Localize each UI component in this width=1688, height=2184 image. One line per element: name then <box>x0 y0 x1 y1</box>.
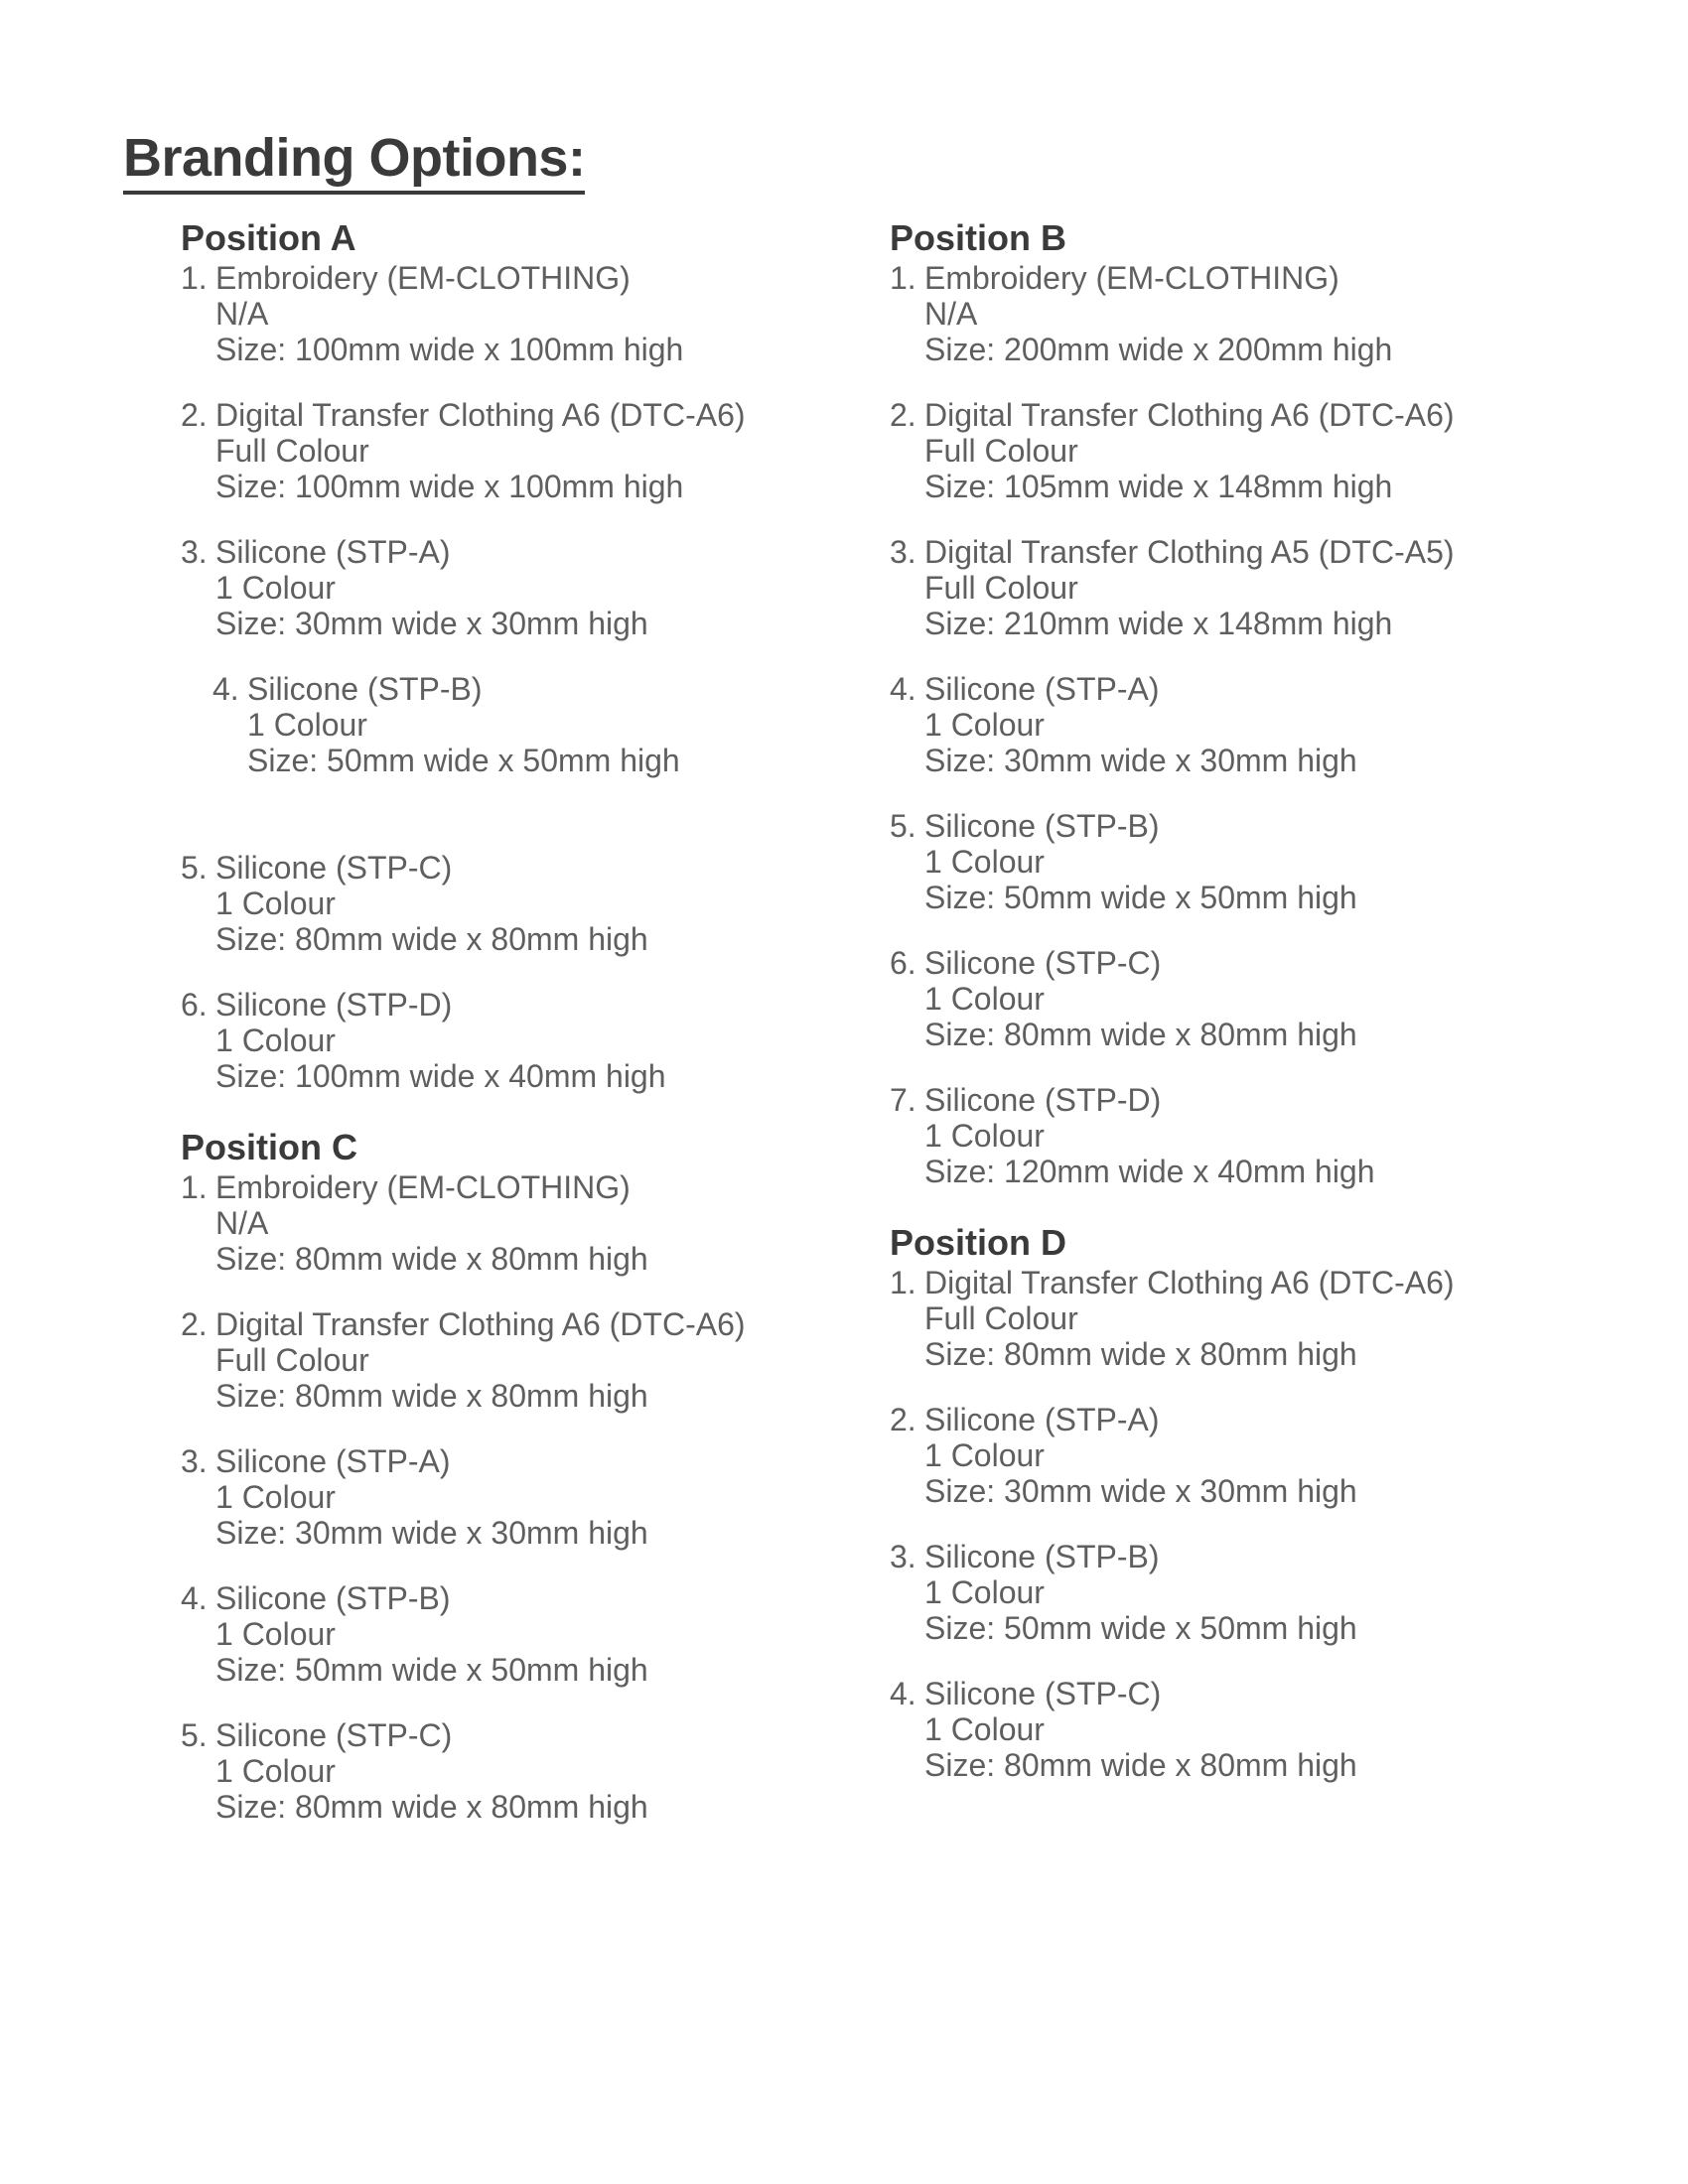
option-name: Embroidery (EM-CLOTHING) <box>215 1169 631 1205</box>
option-name: Digital Transfer Clothing A6 (DTC-A6) <box>924 397 1455 433</box>
option-size: Size: 210mm wide x 148mm high <box>924 606 1393 641</box>
option-colour: 1 Colour <box>924 981 1045 1017</box>
option-size: Size: 105mm wide x 148mm high <box>924 469 1393 504</box>
option-name: Embroidery (EM-CLOTHING) <box>924 260 1339 296</box>
option-number: 4. <box>212 671 239 707</box>
option-name: Silicone (STP-A) <box>215 1443 451 1479</box>
option-name: Silicone (STP-B) <box>247 671 483 707</box>
option-name: Embroidery (EM-CLOTHING) <box>215 260 631 296</box>
option-number: 4. <box>890 1676 916 1711</box>
option-item <box>181 1169 746 1277</box>
option-size: Size: 200mm wide x 200mm high <box>924 332 1393 367</box>
option-size: Size: 80mm wide x 80mm high <box>215 1241 648 1277</box>
option-size: Size: 100mm wide x 100mm high <box>215 332 684 367</box>
option-item <box>212 671 746 778</box>
option-colour: 1 Colour <box>924 844 1045 880</box>
option-size: Size: 80mm wide x 80mm high <box>215 1378 648 1414</box>
option-number: 3. <box>890 1539 916 1574</box>
option-name: Silicone (STP-A) <box>215 534 451 570</box>
option-size: Size: 100mm wide x 100mm high <box>215 469 684 504</box>
option-size: Size: 30mm wide x 30mm high <box>215 1515 648 1551</box>
option-item <box>181 1580 746 1688</box>
option-item <box>181 987 746 1094</box>
option-colour: 1 Colour <box>215 1023 336 1058</box>
option-number: 5. <box>181 850 208 886</box>
option-size: Size: 50mm wide x 50mm high <box>924 880 1357 915</box>
section-title: Position C <box>181 1127 357 1167</box>
option-colour: N/A <box>215 1205 269 1241</box>
page-title: Branding Options: <box>123 131 585 195</box>
option-name: Silicone (STP-C) <box>924 1676 1162 1711</box>
option-colour: 1 Colour <box>924 1437 1045 1473</box>
option-size: Size: 80mm wide x 80mm high <box>215 921 648 957</box>
option-number: 2. <box>890 397 916 433</box>
option-size: Size: 30mm wide x 30mm high <box>215 606 648 641</box>
option-colour: 1 Colour <box>924 707 1045 743</box>
option-number: 1. <box>181 1169 208 1205</box>
option-item <box>181 1306 746 1414</box>
option-item <box>181 1443 746 1551</box>
section-title: Position D <box>890 1222 1066 1263</box>
option-colour: 1 Colour <box>215 570 336 606</box>
option-item <box>890 1402 1455 1509</box>
section-title: Position B <box>890 217 1066 258</box>
option-name: Silicone (STP-B) <box>215 1580 451 1616</box>
option-item <box>890 1082 1455 1189</box>
option-number: 6. <box>181 987 208 1023</box>
option-item <box>181 1717 746 1825</box>
option-item <box>181 534 746 641</box>
option-name: Silicone (STP-A) <box>924 1402 1160 1437</box>
option-number: 1. <box>181 260 208 296</box>
option-size: Size: 100mm wide x 40mm high <box>215 1058 666 1094</box>
option-number: 5. <box>890 808 916 844</box>
option-colour: 1 Colour <box>924 1118 1045 1154</box>
option-colour: N/A <box>924 296 978 332</box>
option-number: 7. <box>890 1082 916 1118</box>
option-colour: 1 Colour <box>215 886 336 921</box>
option-colour: 1 Colour <box>215 1753 336 1789</box>
option-size: Size: 50mm wide x 50mm high <box>924 1610 1357 1646</box>
option-name: Silicone (STP-C) <box>215 1717 453 1753</box>
option-number: 5. <box>181 1717 208 1753</box>
option-item <box>890 260 1455 367</box>
option-number: 4. <box>181 1580 208 1616</box>
option-item <box>181 850 746 957</box>
option-colour: 1 Colour <box>215 1616 336 1652</box>
option-name: Digital Transfer Clothing A6 (DTC-A6) <box>215 397 746 433</box>
option-item <box>890 1265 1455 1372</box>
option-number: 6. <box>890 945 916 981</box>
option-number: 1. <box>890 1265 916 1300</box>
option-name: Silicone (STP-A) <box>924 671 1160 707</box>
option-name: Silicone (STP-D) <box>215 987 453 1023</box>
section-title: Position A <box>181 217 356 258</box>
option-name: Digital Transfer Clothing A5 (DTC-A5) <box>924 534 1455 570</box>
option-number: 3. <box>181 534 208 570</box>
option-item <box>890 1539 1455 1646</box>
option-colour: 1 Colour <box>924 1574 1045 1610</box>
option-colour: Full Colour <box>215 433 369 469</box>
option-number: 2. <box>890 1402 916 1437</box>
option-number: 2. <box>181 397 208 433</box>
option-name: Silicone (STP-B) <box>924 808 1160 844</box>
option-name: Silicone (STP-C) <box>924 945 1162 981</box>
option-item <box>890 945 1455 1052</box>
position-d-section <box>890 1223 1455 1813</box>
option-name: Digital Transfer Clothing A6 (DTC-A6) <box>924 1265 1455 1300</box>
option-size: Size: 80mm wide x 80mm high <box>215 1789 648 1825</box>
option-number: 4. <box>890 671 916 707</box>
option-size: Size: 80mm wide x 80mm high <box>924 1017 1357 1052</box>
option-item <box>181 260 746 367</box>
option-colour: Full Colour <box>924 570 1078 606</box>
option-colour: 1 Colour <box>924 1711 1045 1747</box>
position-c-section <box>181 1128 746 1854</box>
option-size: Size: 50mm wide x 50mm high <box>247 743 680 778</box>
option-size: Size: 50mm wide x 50mm high <box>215 1652 648 1688</box>
option-size: Size: 30mm wide x 30mm high <box>924 743 1357 778</box>
option-size: Size: 120mm wide x 40mm high <box>924 1154 1375 1189</box>
option-name: Silicone (STP-B) <box>924 1539 1160 1574</box>
option-name: Silicone (STP-D) <box>924 1082 1162 1118</box>
option-item <box>890 671 1455 778</box>
option-colour: Full Colour <box>924 1300 1078 1336</box>
option-size: Size: 80mm wide x 80mm high <box>924 1747 1357 1783</box>
position-a-section <box>181 218 746 1124</box>
option-item <box>181 397 746 504</box>
option-number: 3. <box>890 534 916 570</box>
option-item <box>890 1676 1455 1783</box>
option-name: Digital Transfer Clothing A6 (DTC-A6) <box>215 1306 746 1342</box>
option-colour: 1 Colour <box>247 707 367 743</box>
option-name: Silicone (STP-C) <box>215 850 453 886</box>
option-item <box>890 397 1455 504</box>
option-size: Size: 30mm wide x 30mm high <box>924 1473 1357 1509</box>
option-colour: Full Colour <box>215 1342 369 1378</box>
option-size: Size: 80mm wide x 80mm high <box>924 1336 1357 1372</box>
position-b-section <box>890 218 1455 1219</box>
option-item <box>890 808 1455 915</box>
option-colour: N/A <box>215 296 269 332</box>
option-colour: 1 Colour <box>215 1479 336 1515</box>
option-colour: Full Colour <box>924 433 1078 469</box>
option-number: 2. <box>181 1306 208 1342</box>
option-number: 1. <box>890 260 916 296</box>
option-number: 3. <box>181 1443 208 1479</box>
option-item <box>890 534 1455 641</box>
